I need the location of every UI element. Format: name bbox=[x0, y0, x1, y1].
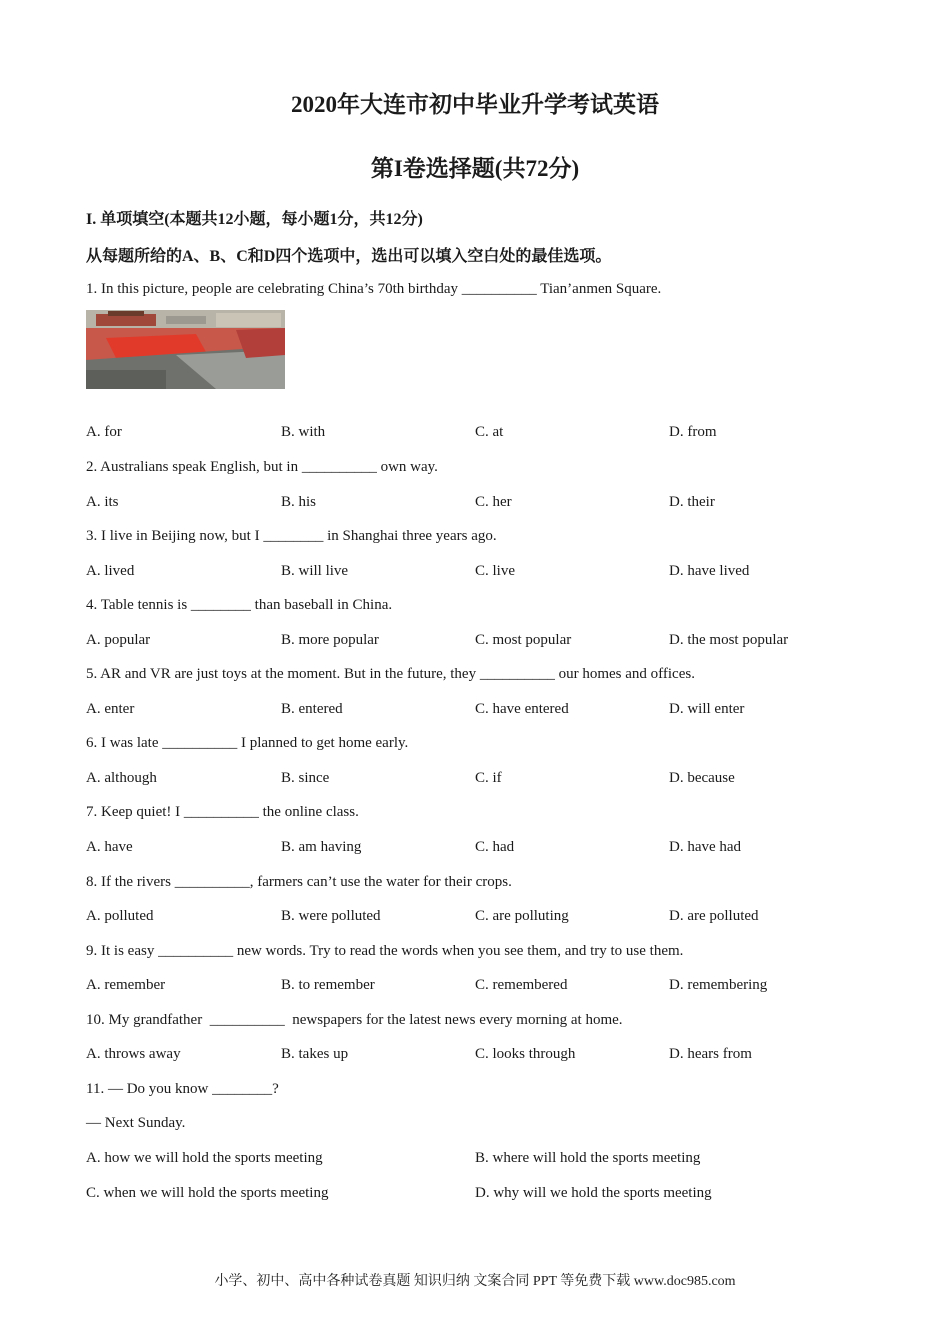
paper-subtitle: 第I卷选择题(共72分) bbox=[370, 156, 580, 181]
question-text: 8. If the rivers __________, farmers can’t use the water for their crops. bbox=[86, 874, 512, 890]
option-a: A. enter bbox=[86, 701, 135, 717]
option-d: D. have lived bbox=[669, 563, 750, 579]
option-c: C. her bbox=[475, 494, 512, 510]
option-a: A. popular bbox=[86, 632, 151, 648]
question-text: 1. In this picture, people are celebrating China’s 70th birthday __________ Tian’anmen Square. bbox=[86, 281, 662, 297]
option-c: C. at bbox=[475, 424, 504, 440]
option-a: A. for bbox=[86, 424, 122, 440]
option-b: B. am having bbox=[281, 839, 362, 855]
option-b: B. his bbox=[281, 494, 317, 510]
option-c: C. when we will hold the sports meeting bbox=[86, 1185, 329, 1201]
option-d: D. remembering bbox=[669, 977, 768, 993]
question-text: 2. Australians speak English, but in __________ own way. bbox=[86, 459, 438, 475]
dialogue-reply: — Next Sunday. bbox=[86, 1115, 186, 1131]
option-b: B. where will hold the sports meeting bbox=[475, 1150, 701, 1166]
option-d: D. why will we hold the sports meeting bbox=[475, 1185, 712, 1201]
option-b: B. to remember bbox=[281, 977, 375, 993]
section-heading: I. 单项填空(本题共12小题，每小题1分，共12分) bbox=[86, 211, 423, 228]
question-text: 4. Table tennis is ________ than baseball in China. bbox=[86, 597, 393, 613]
question-text: 7. Keep quiet! I __________ the online class. bbox=[86, 804, 359, 820]
option-a: A. polluted bbox=[86, 908, 154, 924]
option-a: A. although bbox=[86, 770, 157, 786]
tiananmen-celebration-photo bbox=[86, 310, 285, 389]
option-d: D. because bbox=[669, 770, 735, 786]
option-d: D. their bbox=[669, 494, 715, 510]
option-c: C. most popular bbox=[475, 632, 572, 648]
option-d: D. from bbox=[669, 424, 717, 440]
question-text: 6. I was late __________ I planned to get home early. bbox=[86, 735, 409, 751]
option-a: A. remember bbox=[86, 977, 166, 993]
option-c: C. looks through bbox=[475, 1046, 576, 1062]
option-b: B. more popular bbox=[281, 632, 379, 648]
option-d: D. will enter bbox=[669, 701, 745, 717]
footer-text: 小学、初中、高中各种试卷真题 知识归纳 文案合同 PPT 等免费下载 www.doc985.com bbox=[214, 1274, 736, 1289]
option-b: B. entered bbox=[281, 701, 343, 717]
option-b: B. since bbox=[281, 770, 330, 786]
option-c: C. if bbox=[475, 770, 502, 786]
option-c: C. remembered bbox=[475, 977, 568, 993]
option-b: B. were polluted bbox=[281, 908, 381, 924]
question-text: 10. My grandfather __________ newspapers for the latest news every morning at home. bbox=[86, 1012, 623, 1028]
option-a: A. its bbox=[86, 494, 119, 510]
option-b: B. takes up bbox=[281, 1046, 349, 1062]
question-text: 11. — Do you know ________? bbox=[86, 1081, 279, 1097]
option-a: A. how we will hold the sports meeting bbox=[86, 1150, 323, 1166]
option-c: C. have entered bbox=[475, 701, 569, 717]
option-a: A. throws away bbox=[86, 1046, 181, 1062]
section-instruction: 从每题所给的A、B、C和D四个选项中，选出可以填入空白处的最佳选项。 bbox=[86, 248, 612, 265]
option-d: D. have had bbox=[669, 839, 742, 855]
option-a: A. lived bbox=[86, 563, 135, 579]
option-d: D. are polluted bbox=[669, 908, 759, 924]
option-b: B. with bbox=[281, 424, 326, 440]
question-text: 3. I live in Beijing now, but I ________ in Shanghai three years ago. bbox=[86, 528, 497, 544]
page-title: 2020年大连市初中毕业升学考试英语 bbox=[291, 92, 659, 117]
question-text: 5. AR and VR are just toys at the moment. But in the future, they __________ our homes and offices. bbox=[86, 666, 695, 682]
option-c: C. are polluting bbox=[475, 908, 569, 924]
option-a: A. have bbox=[86, 839, 133, 855]
question-text: 9. It is easy __________ new words. Try to read the words when you see them, and try to use them. bbox=[86, 943, 684, 959]
option-d: D. the most popular bbox=[669, 632, 789, 648]
option-c: C. live bbox=[475, 563, 515, 579]
option-c: C. had bbox=[475, 839, 515, 855]
option-d: D. hears from bbox=[669, 1046, 752, 1062]
option-b: B. will live bbox=[281, 563, 349, 579]
